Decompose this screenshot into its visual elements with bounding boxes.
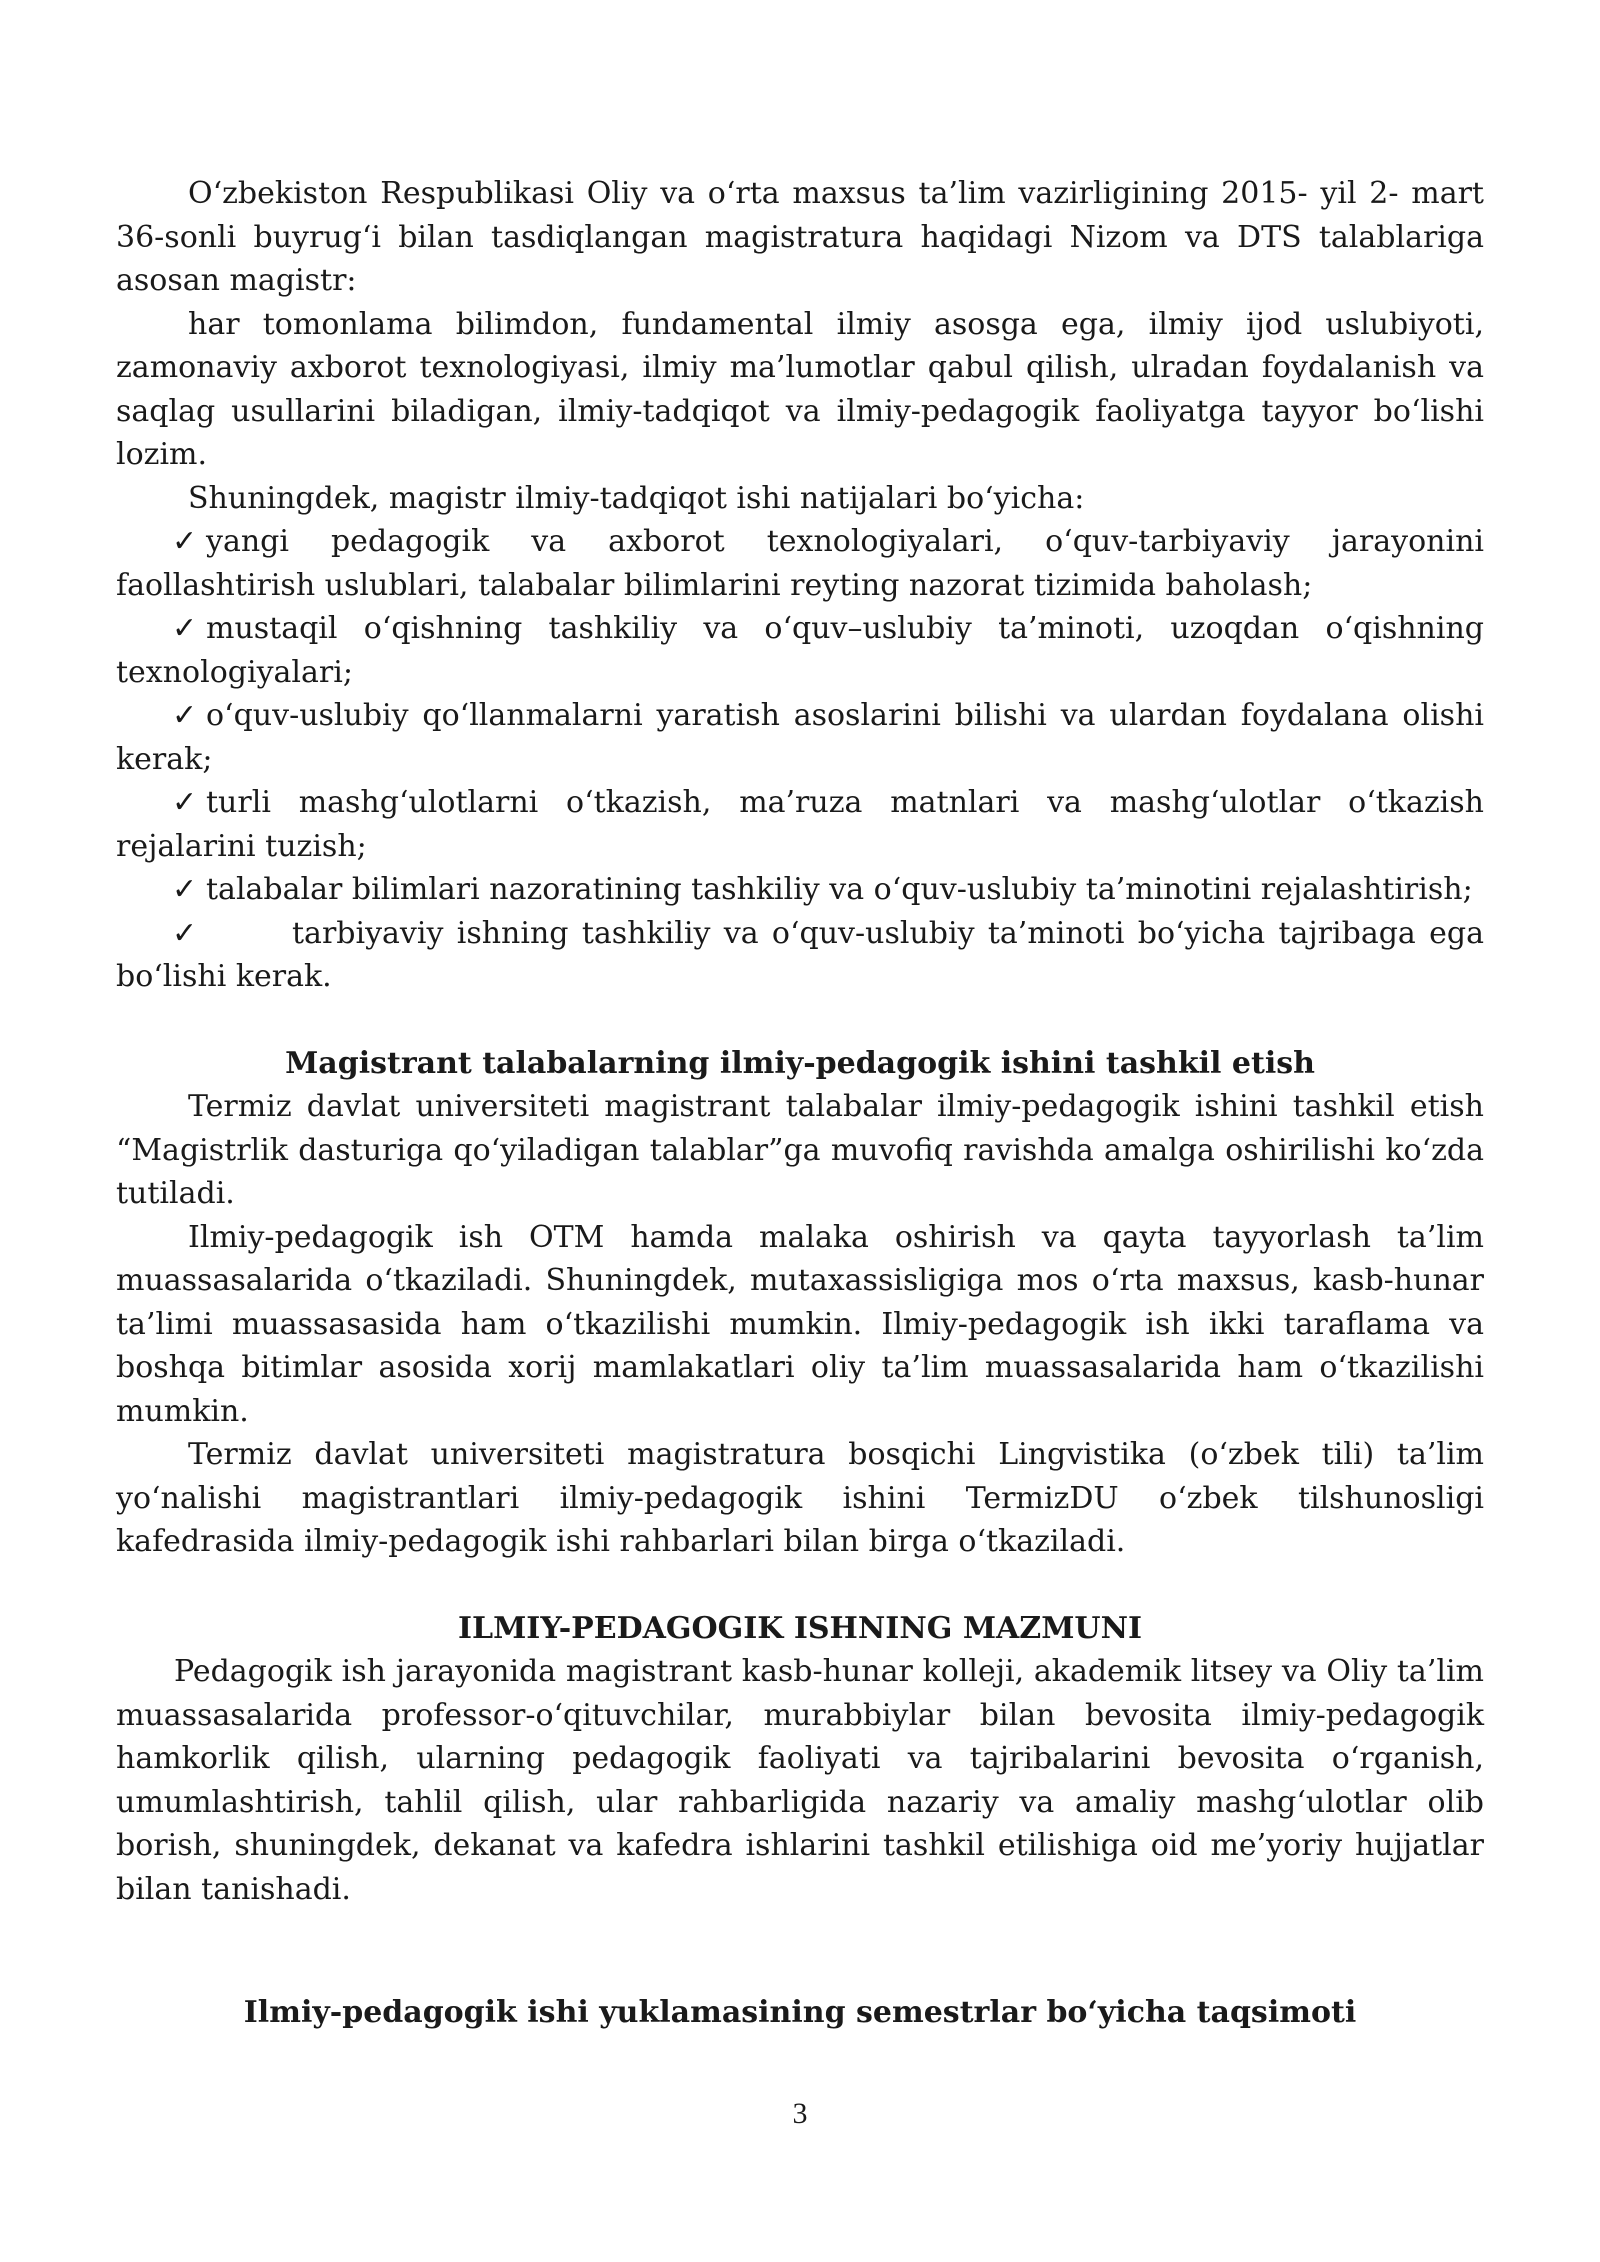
section2-paragraph-1: Pedagogik ish jarayonida magistrant kasb-hunar kolleji, akademik litsey va Oliy ta’lim muassasalarida professor-o‘qituvchilar, murabbiylar bilan bevosita ilmiy-pedagogik hamkorlik qilish, ularning pedagogik faoliyati va tajribalarini bevosita o‘rganish, umumlashtirish, tahlil qilish, ular rahbarligida nazariy va amaliy mashg‘ulotlar olib borish, shuningdek, dekanat va kafedra ishlarini tashkil etilishiga oid me’yoriy hujjatlar bilan tanishadi. <box>116 1654 1484 1907</box>
intro-paragraph-2: har tomonlama bilimdon, fundamental ilmiy asosga ega, ilmiy ijod uslubiyoti, zamonaviy axborot texnologiyasi, ilmiy ma’lumotlar qabul qilish, ulradan foydalanish va saqlag usullarini biladigan, ilmiy-tadqiqot va ilmiy-pedagogik faoliyatga tayyor bo‘lishi lozim. <box>116 306 1484 472</box>
checklist-item <box>116 781 1484 868</box>
checklist-item-text: o‘quv-uslubiy qo‘llanmalarni yaratish asoslarini bilishi va ulardan foydalana olishi kerak; <box>116 698 1484 777</box>
page-number: 3 <box>792 2097 808 2130</box>
section1-paragraph-2: Ilmiy-pedagogik ish OTM hamda malaka oshirish va qayta tayyorlash ta’lim muassasalarida o‘tkaziladi. Shuningdek, mutaxassisligiga mos o‘rta maxsus, kasb-hunar ta’limi muassasasida ham o‘tkazilishi mumkin. Ilmiy-pedagogik ish ikki taraflama va boshqa bitimlar asosida xorij mamlakatlari oliy ta’lim muassasalarida ham o‘tkazilishi mumkin. <box>116 1219 1484 1429</box>
checklist-item <box>116 912 1484 999</box>
checklist-item-text: tarbiyaviy ishning tashkiliy va o‘quv-uslubiy ta’minoti bo‘yicha tajribaga ega bo‘lishi kerak. <box>116 915 1484 994</box>
check-icon: ✓ <box>172 785 198 820</box>
section1-paragraph-1: Termiz davlat universiteti magistrant talabalar ilmiy-pedagogik ishini tashkil etish “Magistrlik dasturiga qo‘yiladigan talablar”ga muvofiq ravishda amalga oshirilishi ko‘zda tutiladi. <box>116 1089 1484 1211</box>
spacer <box>116 1564 1484 1607</box>
spacer <box>116 1911 1484 1991</box>
section-heading-content: ILMIY-PEDAGOGIK ISHNING MAZMUNI <box>457 1610 1143 1646</box>
checklist-item-text: talabalar bilimlari nazoratining tashkiliy va o‘quv-uslubiy ta’minotini rejalashtirish; <box>206 872 1473 907</box>
checklist-item <box>116 607 1484 694</box>
check-icon: ✓ <box>172 915 198 951</box>
document-page <box>116 172 1484 2035</box>
intro-paragraph-1: O‘zbekiston Respublikasi Oliy va o‘rta maxsus ta’lim vazirligining 2015- yil 2- mart 36-sonli buyrug‘i bilan tasdiqlangan magistratura haqidagi Nizom va DTS talablariga asosan magistr: <box>116 176 1484 298</box>
check-icon: ✓ <box>172 524 198 559</box>
checklist-item <box>116 694 1484 781</box>
checklist-item-text: mustaqil o‘qishning tashkiliy va o‘quv–uslubiy ta’minoti, uzoqdan o‘qishning texnologiyalari; <box>116 611 1484 690</box>
check-icon: ✓ <box>172 698 198 733</box>
checklist-item-text: yangi pedagogik va axborot texnologiyalari, o‘quv-tarbiyaviy jarayonini faollashtirish uslublari, talabalar bilimlarini reyting nazorat tizimida baholash; <box>116 524 1484 603</box>
checklist-item <box>116 520 1484 607</box>
section-heading-organization: Magistrant talabalarning ilmiy-pedagogik ishini tashkil etish <box>285 1045 1315 1081</box>
spacer <box>116 999 1484 1042</box>
section1-paragraph-3: Termiz davlat universiteti magistratura bosqichi Lingvistika (o‘zbek tili) ta’lim yo‘nalishi magistrantlari ilmiy-pedagogik ishini TermizDU o‘zbek tilshunosligi kafedrasida ilmiy-pedagogik ishi rahbarlari bilan birga o‘tkaziladi. <box>116 1437 1484 1559</box>
check-icon: ✓ <box>172 611 198 646</box>
check-icon: ✓ <box>172 872 198 907</box>
checklist-item-text: turli mashg‘ulotlarni o‘tkazish, ma’ruza matnlari va mashg‘ulotlar o‘tkazish rejalarini tuzish; <box>116 785 1484 864</box>
section-heading-workload: Ilmiy-pedagogik ishi yuklamasining semestrlar bo‘yicha taqsimoti <box>243 1995 1357 2030</box>
checklist-item <box>116 868 1484 912</box>
intro-paragraph-3: Shuningdek, magistr ilmiy-tadqiqot ishi natijalari bo‘yicha: <box>188 480 1085 516</box>
